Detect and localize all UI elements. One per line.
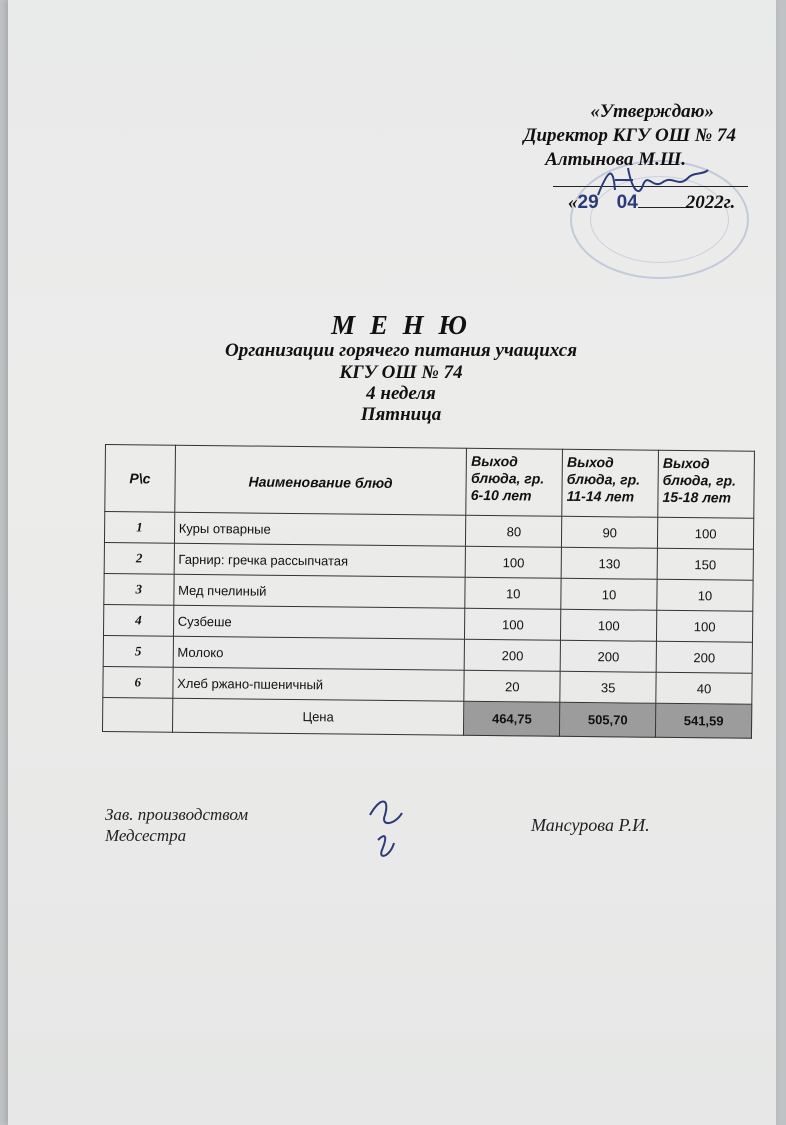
dish-name: Сузбеше [173, 605, 465, 639]
dish-name: Мед пчелиный [173, 574, 465, 608]
row-number: 6 [103, 666, 173, 698]
portion-6-10: 20 [464, 670, 560, 702]
portion-11-14: 10 [561, 578, 657, 610]
school-name: КГУ ОШ № 74 [339, 362, 463, 383]
row-number: 2 [104, 542, 174, 574]
row-number: 3 [104, 573, 174, 605]
portion-11-14: 200 [560, 640, 656, 672]
date-quote: « [568, 192, 578, 213]
role-nurse: Медсестра [105, 826, 187, 845]
date-year: 2022г. [685, 192, 736, 213]
price-empty-cell [102, 697, 172, 732]
portion-6-10: 200 [464, 639, 560, 671]
price-15-18: 541,59 [656, 703, 752, 738]
staff-signatures [360, 795, 410, 865]
row-number: 5 [103, 635, 173, 667]
role-production-head: Зав. производством [105, 805, 249, 824]
date-month: 04 [616, 192, 638, 213]
col-header-number: Р\с [105, 445, 175, 513]
dish-name: Куры отварные [174, 512, 466, 546]
table-header-row [105, 445, 755, 519]
date-underline [638, 207, 686, 208]
document-page [8, 0, 776, 1125]
portion-6-10: 80 [466, 515, 562, 547]
portion-15-18: 100 [657, 610, 753, 642]
portion-6-10: 100 [465, 608, 561, 640]
approval-director-name: Алтынова М.Ш. [545, 149, 686, 170]
col-header-15-18: Выход блюда, гр. 15-18 лет [658, 450, 755, 518]
portion-15-18: 100 [658, 517, 754, 549]
col-header-6-10: Выход блюда, гр. 6-10 лет [466, 448, 563, 516]
footer-signatory-name: Мансурова Р.И. [531, 815, 650, 835]
price-6-10: 464,75 [464, 701, 560, 736]
portion-6-10: 10 [465, 577, 561, 609]
portion-11-14: 90 [562, 516, 658, 548]
day-label: Пятница [360, 404, 442, 425]
footer-roles [105, 804, 248, 846]
week-label: 4 неделя [366, 383, 436, 404]
portion-15-18: 40 [656, 672, 752, 704]
col-header-dish: Наименование блюд [174, 445, 466, 515]
price-row [102, 697, 751, 738]
dish-name: Хлеб ржано-пшеничный [172, 667, 464, 701]
title-block [8, 310, 786, 425]
dish-name: Гарнир: гречка рассыпчатая [174, 543, 466, 577]
approval-position: Директор КГУ ОШ № 74 [523, 125, 736, 146]
portion-6-10: 100 [465, 546, 561, 578]
row-number: 1 [104, 512, 174, 544]
approval-date [568, 192, 735, 214]
row-number: 4 [103, 604, 173, 636]
portion-15-18: 200 [656, 641, 752, 673]
portion-11-14: 100 [561, 609, 657, 641]
portion-11-14: 35 [560, 671, 656, 703]
portion-15-18: 150 [657, 548, 753, 580]
approval-heading: «Утверждаю» [590, 101, 714, 122]
dish-name: Молоко [173, 636, 465, 670]
portion-11-14: 130 [561, 547, 657, 579]
col-header-11-14: Выход блюда, гр. 11-14 лет [562, 449, 659, 517]
date-day: 29 [577, 192, 599, 213]
price-11-14: 505,70 [560, 702, 656, 737]
portion-15-18: 10 [657, 579, 753, 611]
menu-title: М Е Н Ю [331, 310, 471, 340]
menu-subtitle: Организации горячего питания учащихся [224, 340, 578, 361]
price-label: Цена [172, 698, 464, 735]
menu-table [102, 444, 755, 739]
